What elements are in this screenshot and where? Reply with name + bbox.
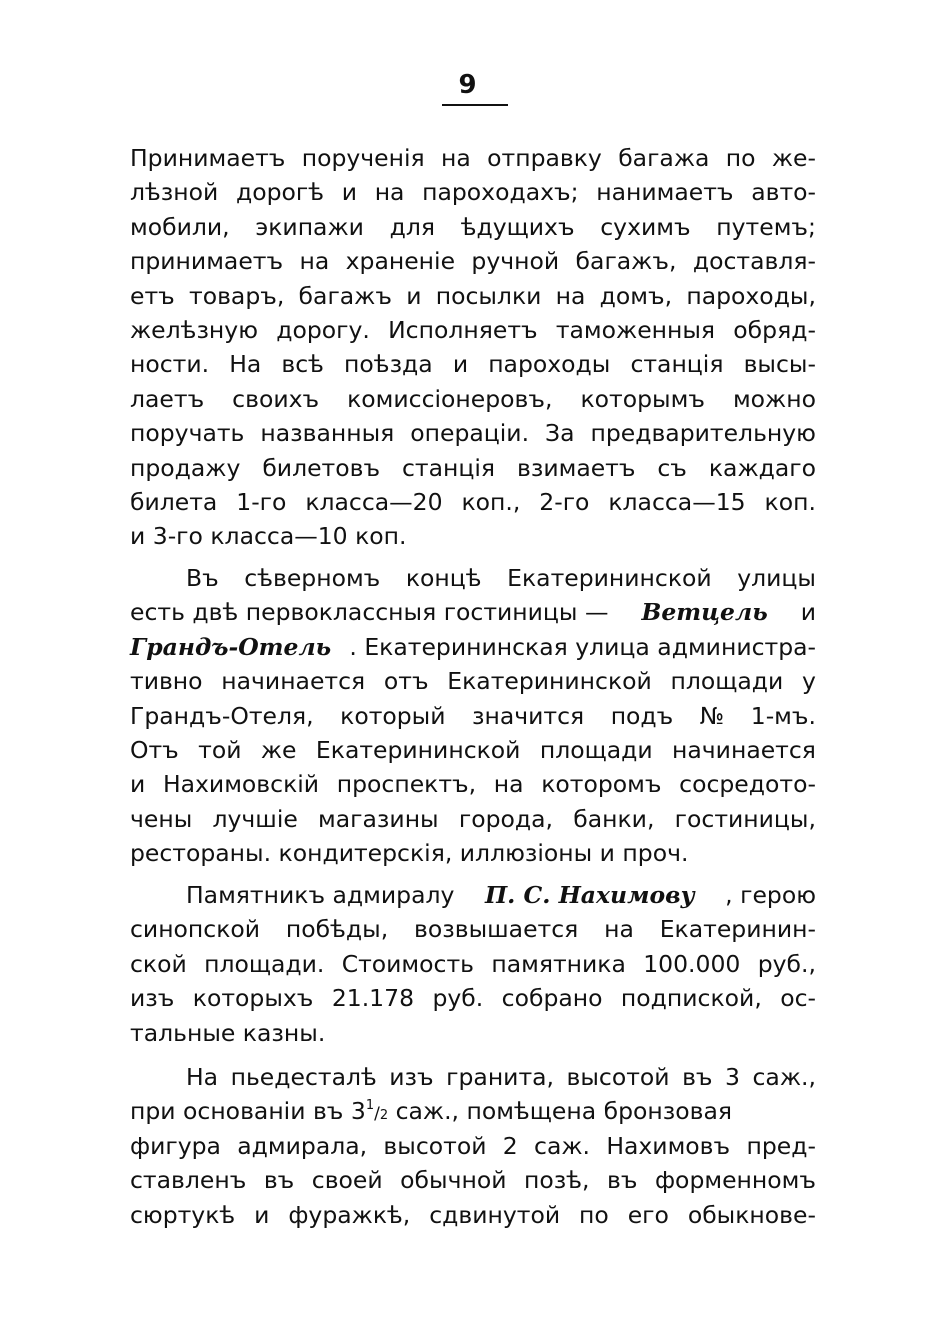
word: высы-: [743, 350, 816, 379]
word: позѣ,: [524, 1166, 590, 1195]
text-line: [130, 210, 816, 244]
text-line: [130, 802, 816, 836]
word: комиссіонеровъ,: [347, 384, 553, 413]
text-line: [130, 416, 816, 450]
word: таможенныя: [555, 315, 716, 344]
word: въ: [607, 1166, 638, 1195]
word: на: [493, 770, 524, 799]
paragraph-1: [130, 141, 816, 554]
word: предварительную: [590, 419, 816, 448]
word: мобили,: [130, 212, 230, 241]
word: лаетъ: [130, 384, 205, 413]
text-line: есть двѣ первоклассныя гостиницы — Ветцель и: [130, 595, 816, 629]
word: 2-го: [539, 487, 590, 516]
word: синопской: [130, 915, 261, 944]
word: каждаго: [708, 453, 816, 482]
word: на: [604, 915, 634, 944]
word: Екатерининской: [507, 564, 712, 592]
word: его: [627, 1200, 669, 1229]
word: 100.000: [643, 949, 741, 978]
word: адмирала,: [237, 1131, 368, 1160]
word: изъ: [389, 1063, 434, 1091]
word: тивно: [130, 667, 203, 696]
word: порученія: [301, 144, 425, 172]
word: 1-мъ.: [750, 701, 816, 730]
text-line: [130, 347, 816, 381]
word: Нахимовъ: [606, 1131, 731, 1160]
text-line: Памятникъ адмиралу П. С. Нахимову , герою: [130, 878, 816, 912]
word: пароходахъ;: [422, 178, 579, 207]
word: сосредото-: [679, 770, 816, 799]
word: ставленъ: [130, 1166, 247, 1195]
hotel-name-vetzel: Ветцель: [641, 598, 768, 627]
word: своей: [311, 1166, 383, 1195]
word: Отъ: [130, 735, 179, 764]
text-line: тальные казны.: [130, 1018, 326, 1047]
word: на: [299, 247, 330, 276]
word: названныя: [260, 419, 395, 448]
word: руб.: [432, 984, 484, 1013]
word: ос-: [780, 984, 816, 1013]
word: съ: [657, 453, 687, 482]
word: у: [802, 667, 816, 696]
word: сухимъ: [600, 212, 691, 241]
word: класса—15: [608, 487, 746, 516]
word: же-: [771, 144, 816, 172]
word: пред-: [746, 1131, 816, 1160]
word: ности.: [130, 350, 210, 379]
word: на: [441, 144, 471, 172]
word: начинается: [672, 735, 816, 764]
word: домъ,: [599, 281, 673, 310]
word: Въ: [186, 564, 219, 592]
text-line: [130, 141, 816, 175]
word: площади: [539, 735, 653, 764]
text-line: [130, 175, 816, 209]
text-line: [130, 912, 816, 946]
word: магазины: [318, 804, 439, 833]
word: дорогу.: [276, 315, 370, 344]
text-line: [130, 382, 816, 416]
text-line: [130, 279, 816, 313]
word: экипажи: [255, 212, 364, 241]
word: пароходы: [488, 350, 611, 379]
word: билета: [130, 487, 218, 516]
text-line: и 3-го класса—10 коп.: [130, 522, 407, 551]
word: ручной: [471, 247, 560, 276]
word: высотой: [566, 1063, 670, 1091]
word: изъ: [130, 984, 175, 1013]
word: обряд-: [733, 315, 816, 344]
word: и: [406, 281, 422, 310]
word: на: [555, 281, 586, 310]
text-line: [130, 451, 816, 485]
word: 21.178: [331, 984, 415, 1013]
word: побѣды,: [285, 915, 389, 944]
word: 1-го: [236, 487, 287, 516]
word: обычной: [400, 1166, 507, 1195]
word: которыхъ: [192, 984, 314, 1013]
text-line: [130, 313, 816, 347]
word: по: [579, 1200, 609, 1229]
word: етъ: [130, 281, 175, 310]
paragraph-4: [130, 1060, 816, 1232]
word: можно: [732, 384, 816, 413]
word: подпиской,: [620, 984, 762, 1013]
word: и: [254, 1200, 270, 1229]
word: по: [725, 144, 756, 172]
word: пароходы,: [686, 281, 816, 310]
text-line: [130, 664, 816, 698]
word: и: [452, 350, 469, 379]
word: фигура: [130, 1131, 221, 1160]
word: форменномъ: [654, 1166, 816, 1195]
word: и: [130, 770, 146, 799]
word: взимаетъ: [516, 453, 636, 482]
word: Принимаетъ: [130, 144, 286, 172]
text-line: [130, 699, 816, 733]
word: же: [260, 735, 297, 764]
hotel-name-grand: Грандъ-Отель: [130, 632, 332, 661]
fraction-slash: /: [374, 1104, 380, 1125]
fraction-numerator: 1: [365, 1098, 375, 1114]
admiral-name: П. С. Нахимову: [484, 881, 695, 909]
word: руб.,: [757, 949, 816, 978]
text-line: [130, 1198, 816, 1232]
word: Стоимость: [341, 949, 475, 978]
fraction-denominator: 2: [379, 1108, 389, 1124]
paragraph-3: [130, 878, 816, 1050]
word: Исполняетъ: [388, 315, 538, 344]
word: класса—20: [305, 487, 443, 516]
word: отъ: [383, 667, 429, 696]
word: площади: [670, 667, 784, 696]
text-line: [130, 733, 816, 767]
word: улицы: [737, 564, 816, 592]
word: авто-: [751, 178, 816, 207]
word: банки,: [573, 804, 655, 833]
word: операціи.: [410, 419, 530, 448]
text-line: [130, 981, 816, 1015]
text-line: [130, 485, 816, 519]
word: гранита,: [446, 1063, 555, 1091]
word: станція: [630, 350, 724, 379]
text-line: [130, 244, 816, 278]
text-line: [130, 1163, 816, 1197]
word: багажъ: [298, 281, 392, 310]
word: отправку: [487, 144, 602, 172]
word: коп.,: [461, 487, 521, 516]
word: который: [340, 701, 446, 730]
word: лучшіе: [212, 804, 298, 833]
text-line: рестораны. кондитерскія, иллюзіоны и проч.: [130, 839, 689, 868]
word: продажу: [130, 453, 241, 482]
word: поѣзда: [344, 350, 433, 379]
word: города,: [458, 804, 553, 833]
word: ѣдущихъ: [460, 212, 575, 241]
word: 3: [725, 1063, 740, 1091]
page-number: 9: [458, 70, 478, 100]
word: нанимаетъ: [596, 178, 734, 207]
word: памятника: [491, 949, 626, 978]
word: фуражкѣ,: [288, 1200, 411, 1229]
word: саж.,: [752, 1063, 816, 1091]
word: 2: [502, 1131, 518, 1160]
text-line: [130, 767, 816, 801]
word: ской: [130, 949, 187, 978]
text-line: при основаніи въ $3^1/2$ саж., помѣщена бронзовая: [130, 1097, 732, 1126]
word: На: [186, 1063, 219, 1091]
word: сдвинутой: [429, 1200, 561, 1229]
word: своихъ: [232, 384, 320, 413]
word: Екатерининской: [447, 667, 652, 696]
word: въ: [263, 1166, 295, 1195]
word: всѣ: [281, 350, 324, 379]
word: на: [374, 178, 405, 207]
word: багажъ,: [575, 247, 677, 276]
word: проспектъ,: [336, 770, 477, 799]
word: сюртукѣ: [130, 1200, 236, 1229]
word: обыкнове-: [687, 1200, 816, 1229]
word: въ: [682, 1063, 713, 1091]
word: желѣзную: [130, 315, 258, 344]
word: той: [198, 735, 242, 764]
word: доставля-: [692, 247, 816, 276]
word: За: [545, 419, 575, 448]
word: коп.: [764, 487, 816, 516]
word: билетовъ: [262, 453, 381, 482]
word: товаръ,: [189, 281, 285, 310]
word: подъ: [610, 701, 674, 730]
word: Екатеринин-: [659, 915, 816, 944]
text-line: Грандъ-Отель . Екатерининская улица администра-: [130, 630, 816, 664]
word: дорогѣ: [236, 178, 325, 207]
word: принимаетъ: [130, 247, 284, 276]
word: площади.: [204, 949, 325, 978]
word: Нахимовскій: [162, 770, 320, 799]
word: концѣ: [405, 564, 482, 592]
word: пьедесталѣ: [230, 1063, 377, 1091]
word: путемъ;: [716, 212, 816, 241]
text-line: [130, 947, 816, 981]
word: поручать: [130, 419, 245, 448]
text-line: [130, 1129, 816, 1163]
word: сѣверномъ: [244, 564, 381, 592]
word: значится: [472, 701, 585, 730]
word: чены: [130, 804, 193, 833]
word: начинается: [221, 667, 366, 696]
word: Грандъ-Отеля,: [130, 701, 314, 730]
word: №: [699, 701, 725, 730]
paragraph-2: [130, 561, 816, 871]
word: которомъ: [541, 770, 662, 799]
word: высотой: [383, 1131, 487, 1160]
word: На: [229, 350, 262, 379]
word: для: [389, 212, 435, 241]
word: посылки: [435, 281, 542, 310]
page-number-rule: [442, 104, 508, 106]
word: лѣзной: [130, 178, 219, 207]
text-line: [130, 561, 816, 595]
word: саж.: [534, 1131, 591, 1160]
text-line: [130, 1060, 816, 1094]
word: храненіе: [345, 247, 456, 276]
word: собрано: [501, 984, 603, 1013]
word: гостиницы,: [674, 804, 816, 833]
word: которымъ: [580, 384, 705, 413]
word: багажа: [618, 144, 710, 172]
word: станція: [402, 453, 496, 482]
word: возвышается: [414, 915, 579, 944]
word: и: [341, 178, 358, 207]
word: Екатерининской: [315, 735, 521, 764]
